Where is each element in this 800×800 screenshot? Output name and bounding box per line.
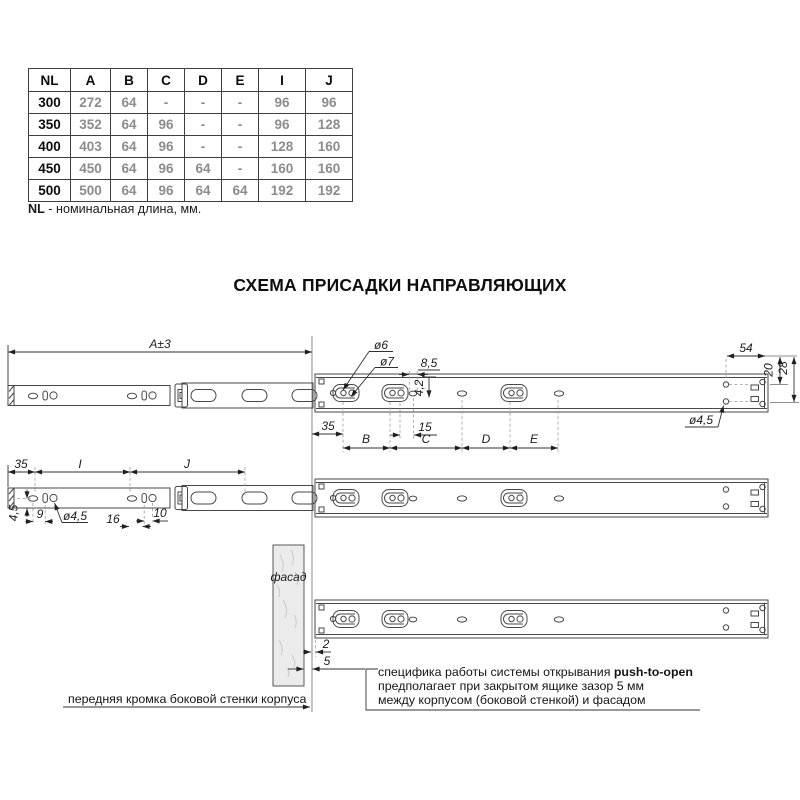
- front-edge-label: передняя кромка боковой стенки корпуса: [68, 692, 307, 706]
- drawer-rail-top: [8, 383, 317, 408]
- table-header-cell: A: [71, 69, 111, 92]
- table-cell: 64: [111, 180, 148, 202]
- table-cell: 96: [259, 114, 306, 136]
- dim-5-label: 5: [323, 654, 331, 668]
- dim-10-label: 10: [153, 506, 167, 520]
- table-cell: 128: [259, 136, 306, 158]
- table-cell: 272: [71, 92, 111, 114]
- table-cell-nl: 500: [29, 180, 71, 202]
- table-cell: 64: [185, 180, 222, 202]
- push-to-open-note-line1: [378, 666, 693, 680]
- dim-bcde: [343, 400, 558, 452]
- table-cell: 96: [148, 158, 185, 180]
- dim-9-label: 9: [36, 507, 44, 521]
- table-cell: 160: [306, 158, 353, 180]
- table-cell: 352: [71, 114, 111, 136]
- note-line1-text: специфика работы системы открывания: [378, 665, 614, 679]
- table-cell: 403: [71, 136, 111, 158]
- dim-4-2-label: 4,2: [412, 379, 426, 397]
- table-cell: 160: [259, 158, 306, 180]
- dim-dia45-mid-label: ø4,5: [62, 509, 88, 523]
- table-cell: 64: [111, 158, 148, 180]
- dim-4-2: [412, 377, 436, 398]
- dim-10: [136, 503, 168, 524]
- dim-16: [106, 512, 151, 527]
- table-header-cell: B: [111, 69, 148, 92]
- table-cell-nl: 450: [29, 158, 71, 180]
- dim-35-mid-label: 35: [14, 457, 28, 471]
- table-cell: 96: [148, 136, 185, 158]
- table-note-term: NL: [28, 202, 45, 216]
- dim-35-i-j: [8, 457, 245, 495]
- cabinet-rail-bottom: [315, 600, 768, 638]
- dim-20-label: 20: [761, 363, 776, 377]
- dim-a3-label: A±3: [149, 337, 171, 351]
- table-header-cell: D: [185, 69, 222, 92]
- dim-8-5-label: 8,5: [420, 356, 438, 370]
- dim-35-top-label: 35: [321, 419, 335, 433]
- push-to-open-note-line2: предполагает при закрытом ящике зазор 5 мм: [378, 678, 645, 693]
- push-to-open-note: [378, 666, 693, 708]
- table-cell: -: [185, 114, 222, 136]
- table-cell-nl: 350: [29, 114, 71, 136]
- dim-j-label: J: [184, 457, 190, 471]
- table-cell: 64: [222, 180, 259, 202]
- dim-i-label: I: [78, 457, 82, 471]
- table-cell: 96: [259, 92, 306, 114]
- table-header-cell: E: [222, 69, 259, 92]
- dim-a3: [8, 337, 312, 386]
- dim-15-label: 15: [418, 420, 432, 434]
- note-line1-bold: push-to-open: [613, 665, 694, 679]
- table-header-cell: NL: [29, 69, 71, 92]
- dim-2-label: 2: [322, 637, 330, 651]
- dim-c-label: C: [421, 432, 431, 446]
- table-cell: -: [185, 92, 222, 114]
- dim-dia7-label: ø7: [379, 354, 395, 369]
- table-cell: 500: [71, 180, 111, 202]
- table-note-text: - номинальная длина, мм.: [44, 202, 202, 216]
- dim-dia45-top-label: ø4,5: [688, 413, 714, 427]
- table-header-cell: C: [148, 69, 185, 92]
- table-cell: -: [222, 158, 259, 180]
- table-cell: 96: [306, 92, 353, 114]
- push-to-open-note-line3: между корпусом (боковой стенкой) и фасадом: [378, 692, 646, 707]
- table-cell: 64: [111, 114, 148, 136]
- table-cell: 128: [306, 114, 353, 136]
- rail-end-dashes: [729, 385, 751, 402]
- table-cell: -: [185, 136, 222, 158]
- table-cell: 192: [259, 180, 306, 202]
- facade-label: фасад: [270, 570, 307, 584]
- dim-28-label: 28: [776, 361, 790, 375]
- dim-dia7: [351, 355, 398, 397]
- dim-35-top: [312, 402, 343, 452]
- diagram-title: СХЕМА ПРИСАДКИ НАПРАВЛЯЮЩИХ: [233, 275, 567, 295]
- facade-panel: [270, 545, 306, 686]
- cabinet-rail-middle: [315, 479, 768, 517]
- dim-16-label: 16: [106, 512, 120, 526]
- table-cell: 450: [71, 158, 111, 180]
- table-cell: 64: [111, 92, 148, 114]
- dim-b-label: B: [361, 432, 371, 446]
- table-header-cell: J: [306, 69, 353, 92]
- dim-54-label: 54: [739, 341, 753, 355]
- table-cell: 96: [148, 114, 185, 136]
- table-cell: 96: [148, 180, 185, 202]
- dim-d-label: D: [481, 432, 491, 446]
- table-cell: 160: [306, 136, 353, 158]
- dim-9: [26, 503, 54, 524]
- dim-e-label: E: [529, 432, 539, 446]
- dim-4-5-left: [7, 490, 32, 522]
- table-cell: -: [222, 136, 259, 158]
- table-cell-nl: 400: [29, 136, 71, 158]
- dim-dia6-label: ø6: [373, 338, 389, 352]
- cabinet-rail-top: [315, 374, 768, 412]
- table-cell-nl: 300: [29, 92, 71, 114]
- table-cell: 192: [306, 180, 353, 202]
- table-header-cell: I: [259, 69, 306, 92]
- table-cell: -: [148, 92, 185, 114]
- table-cell: -: [222, 92, 259, 114]
- table-cell: 64: [111, 136, 148, 158]
- table-cell: 64: [185, 158, 222, 180]
- table-cell: -: [222, 114, 259, 136]
- dim-4-5-label: 4,5: [6, 504, 21, 522]
- dim-dia45-mid: [55, 503, 89, 523]
